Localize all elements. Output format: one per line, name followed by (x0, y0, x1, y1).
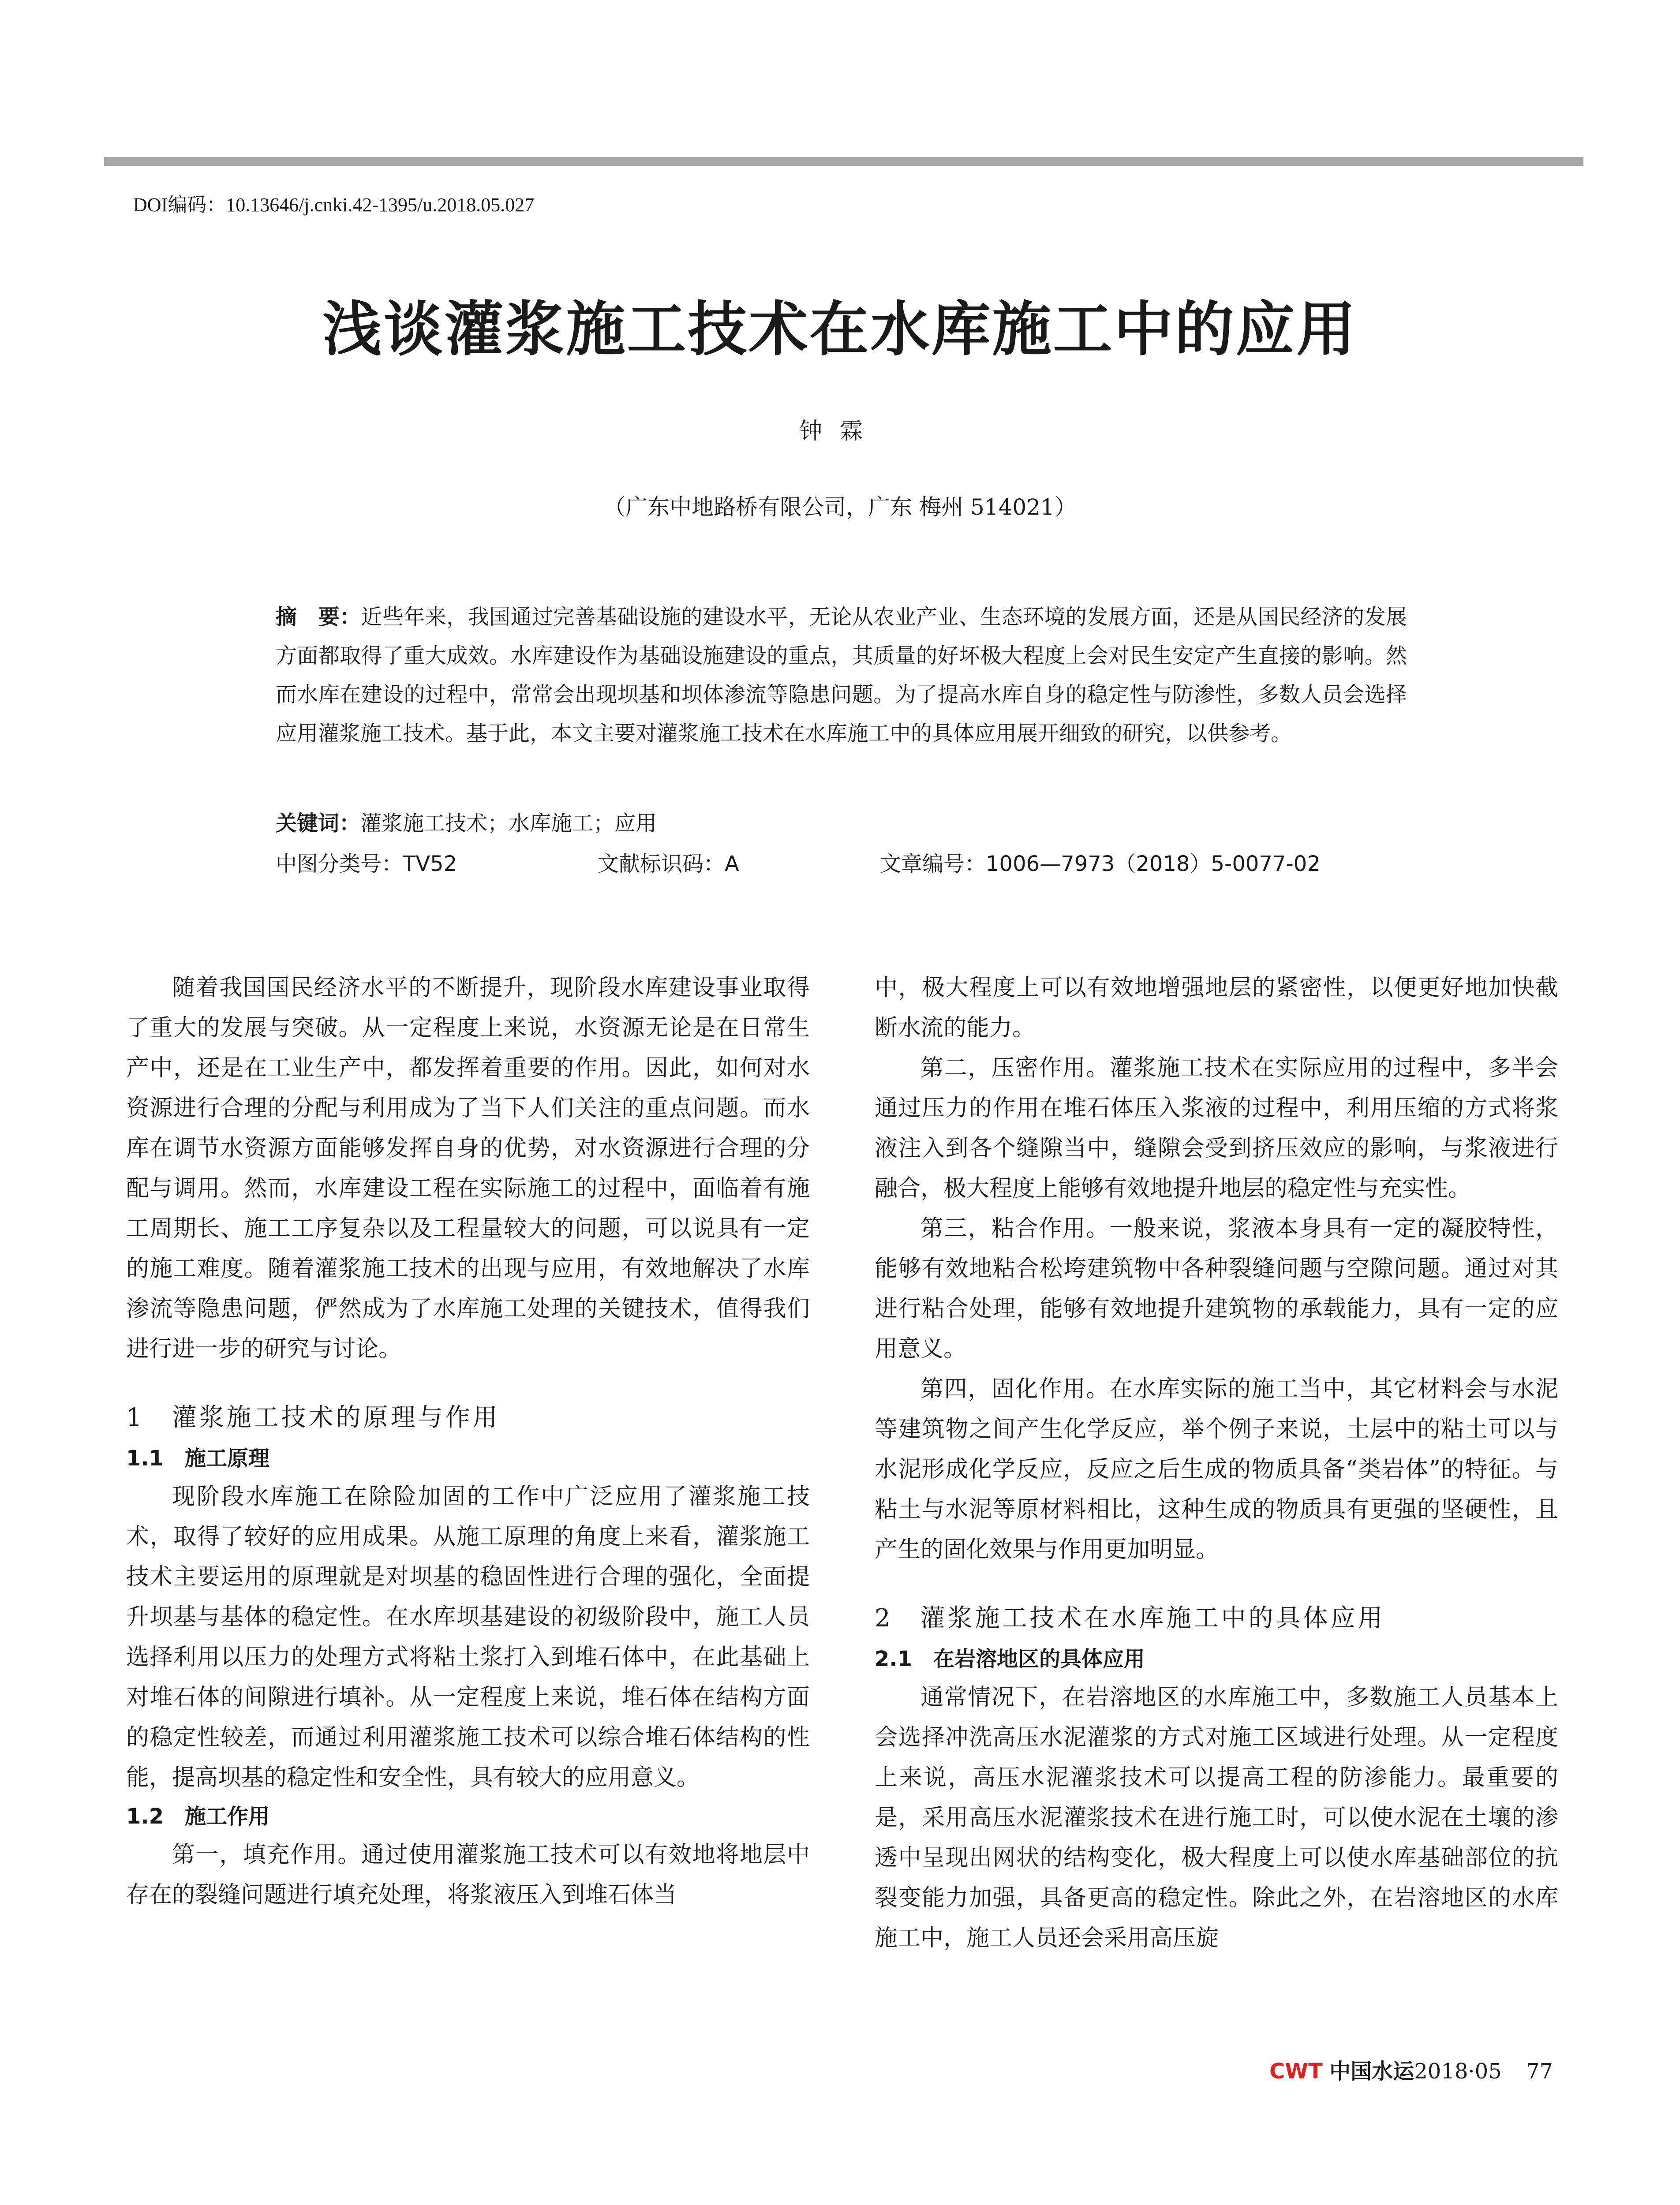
keywords-label: 关键词： (276, 811, 361, 836)
bonding-paragraph: 第三，粘合作用。一般来说，浆液本身具有一定的凝胶特性，能够有效地粘合松垮建筑物中各种裂缝问题与空隙问题。通过对其进行粘合处理，能够有效地提升建筑物的承载能力，具有一定的应用意义。 (875, 1215, 1558, 1362)
section-2-heading: 2 灌浆施工技术在水库施工中的具体应用 (875, 1604, 1385, 1633)
right-column (875, 968, 1558, 1958)
doi: DOI编码：10.13646/j.cnki.42-1395/u.2018.05.027 (133, 194, 535, 216)
issue: 2018·05 (1414, 2059, 1502, 2084)
magazine-name: 中国水运 (1329, 2059, 1414, 2084)
header-rule (104, 157, 1583, 166)
abstract-label: 摘 要： (276, 605, 361, 629)
section-1-heading: 1 灌浆施工技术的原理与作用 (126, 1403, 500, 1432)
curing-paragraph: 第四，固化作用。在水库实际的施工当中，其它材料会与水泥等建筑物之间产生化学反应，举个例子来说，土层中的粘土可以与水泥形成化学反应，反应之后生成的物质具备“类岩体”的特征。与粘土与水泥等原材料相比，这种生成的物质具有更强的坚硬性，且产生的固化效果与作用更加明显。 (875, 1376, 1558, 1563)
author: 钟霖 (799, 418, 881, 445)
section-1-2-paragraph: 第一，填充作用。通过使用灌浆施工技术可以有效地将地层中存在的裂缝问题进行填充处理，将浆液压入到堆石体当 (126, 1842, 810, 1908)
section-1-2-heading: 1.2 施工作用 (126, 1804, 270, 1829)
article-number: 文章编号：1006—7973（2018）5-0077-02 (880, 852, 1321, 876)
cwt-logo: CWT (1269, 2059, 1323, 2084)
abstract-text: 近些年来，我国通过完善基础设施的建设水平，无论从农业产业、生态环境的发展方面，还是从国民经济的发展方面都取得了重大成效。水库建设作为基础设施建设的重点，其质量的好坏极大程度上会对民生安定产生直接的影响。然而水库在建设的过程中，常常会出现坝基和坝体渗流等隐患问题。为了提高水库自身的稳定性与防渗性，多数人员会选择应用灌浆施工技术。基于此，本文主要对灌浆施工技术在水库施工中的具体应用展开细致的研究，以供参考。 (276, 605, 1407, 746)
section-2-1-paragraph: 通常情况下，在岩溶地区的水库施工中，多数施工人员基本上会选择冲洗高压水泥灌浆的方式对施工区域进行处理。从一定程度上来说，高压水泥灌浆技术可以提高工程的防渗能力。最重要的是，采用高压水泥灌浆技术在进行施工时，可以使水泥在土壤的渗透中呈现出网状的结构变化，极大程度上可以使水库基础部位的抗裂变能力加强，具备更高的稳定性。除此之外，在岩溶地区的水库施工中，施工人员还会采用高压旋 (875, 1684, 1558, 1951)
section-1-1-heading: 1.1 施工原理 (126, 1446, 270, 1471)
keywords-text: 灌浆施工技术；水库施工；应用 (360, 811, 657, 836)
keywords (276, 806, 657, 837)
paper-title: 浅谈灌浆施工技术在水库施工中的应用 (322, 294, 1358, 364)
page-number: 77 (1526, 2059, 1553, 2084)
continued-paragraph: 中，极大程度上可以有效地增强地层的紧密性，以便更好地加快截断水流的能力。 (875, 975, 1558, 1041)
abstract (276, 598, 1407, 753)
compaction-paragraph: 第二，压密作用。灌浆施工技术在实际应用的过程中，多半会通过压力的作用在堆石体压入浆液的过程中，利用压缩的方式将浆液注入到各个缝隙当中，缝隙会受到挤压效应的影响，与浆液进行融合，极大程度上能够有效地提升地层的稳定性与充实性。 (875, 1055, 1558, 1202)
section-2-1-heading: 2.1 在岩溶地区的具体应用 (875, 1647, 1145, 1671)
affiliation: （广东中地路桥有限公司，广东 梅州 514021） (603, 494, 1077, 520)
clc-number: 中图分类号：TV52 (276, 852, 457, 876)
intro-paragraph: 随着我国国民经济水平的不断提升，现阶段水库建设事业取得了重大的发展与突破。从一定程度上来说，水资源无论是在日常生产中，还是在工业生产中，都发挥着重要的作用。因此，如何对水资源进行合理的分配与利用成为了当下人们关注的重点问题。而水库在调节水资源方面能够发挥自身的优势，对水资源进行合理的分配与调用。然而，水库建设工程在实际施工的过程中，面临着有施工周期长、施工工序复杂以及工程量较大的问题，可以说具有一定的施工难度。随着灌浆施工技术的出现与应用，有效地解决了水库渗流等隐患问题，俨然成为了水库施工处理的关键技术，值得我们进行进一步的研究与讨论。 (126, 975, 810, 1362)
section-1-1-paragraph: 现阶段水库施工在除险加固的工作中广泛应用了灌浆施工技术，取得了较好的应用成果。从施工原理的角度上来看，灌浆施工技术主要运用的原理就是对坝基的稳固性进行合理的强化，全面提升坝基与基体的稳定性。在水库坝基建设的初级阶段中，施工人员选择利用以压力的处理方式将粘土浆打入到堆石体中，在此基础上对堆石体的间隙进行填补。从一定程度上来说，堆石体在结构方面的稳定性较差，而通过利用灌浆施工技术可以综合堆石体结构的性能，提高坝基的稳定性和安全性，具有较大的应用意义。 (126, 1484, 810, 1791)
page-footer (1269, 2054, 1553, 2085)
document-code: 文献标识码：A (598, 852, 739, 876)
left-column (126, 968, 810, 1915)
